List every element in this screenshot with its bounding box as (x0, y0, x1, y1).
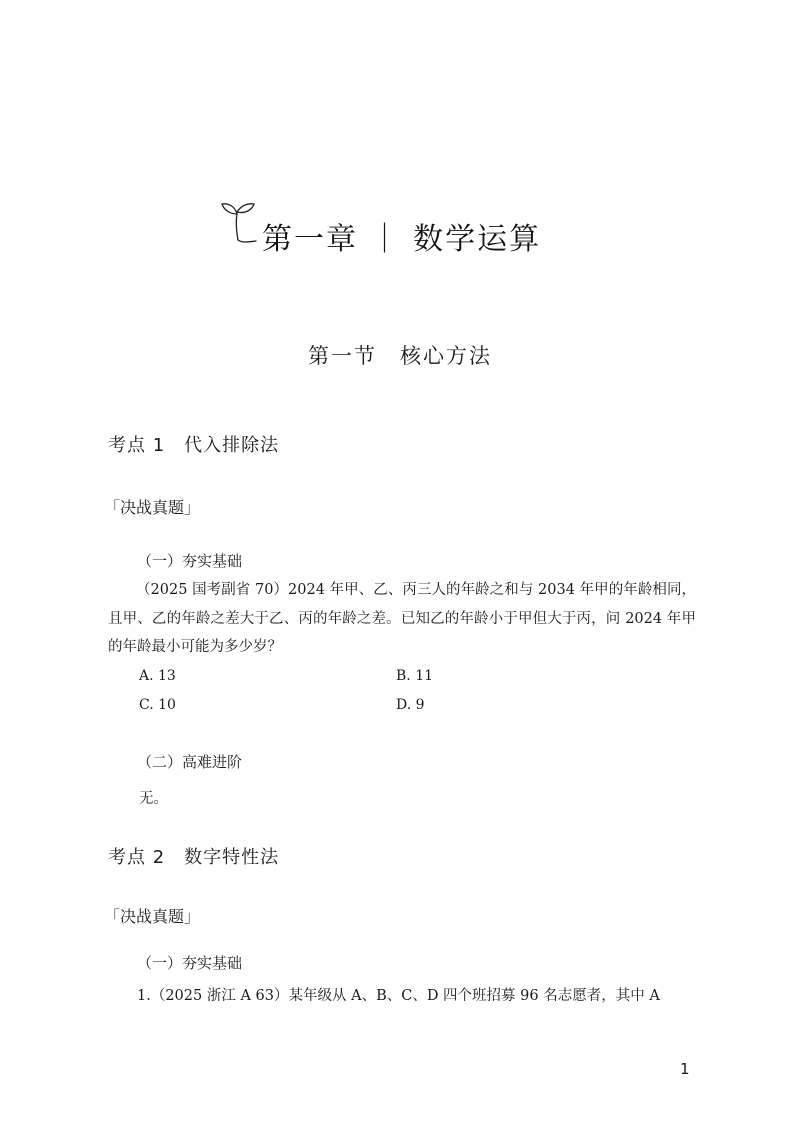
subsection-title-advanced: （二）高难进阶 (137, 753, 243, 771)
option-d: D. 9 (396, 697, 425, 713)
option-a: A. 13 (139, 668, 176, 684)
section-title: 第一节 核心方法 (308, 344, 492, 368)
chapter-header (214, 196, 634, 256)
page-number: 1 (680, 1060, 690, 1078)
point-title-2: 考点 2 数字特性法 (108, 847, 280, 868)
option-c: C. 10 (139, 697, 176, 713)
subsection-title-basic-2: （一）夯实基础 (137, 954, 243, 972)
advanced-text: 无。 (139, 791, 168, 807)
sprout-icon (214, 196, 260, 244)
juezhan-heading-1: 「决战真题」 (104, 498, 201, 517)
point-title-1: 考点 1 代入排除法 (108, 435, 280, 456)
juezhan-label: 决战真题 (120, 907, 185, 926)
juezhan-heading-2: 「决战真题」 (104, 907, 201, 926)
question-text-2: 1.（2025 浙江 A 63）某年级从 A、B、C、D 四个班招募 96 名志愿者，其中 A (137, 988, 660, 1004)
juezhan-label: 决战真题 (120, 498, 185, 517)
question-text: （2025 国考副省 70）2024 年甲、乙、丙三人的年龄之和与 2034 年甲的年龄相同，且甲、乙的年龄之差大于乙、丙的年龄之差。已知乙的年龄小于甲但大于丙，问 2024 年甲的年龄最小可能为多少岁？ (108, 582, 696, 655)
subsection-title-basic-1: （一）夯实基础 (137, 552, 243, 570)
option-b: B. 11 (396, 668, 434, 684)
chapter-title: 第一章 ｜ 数学运算 (262, 222, 542, 257)
